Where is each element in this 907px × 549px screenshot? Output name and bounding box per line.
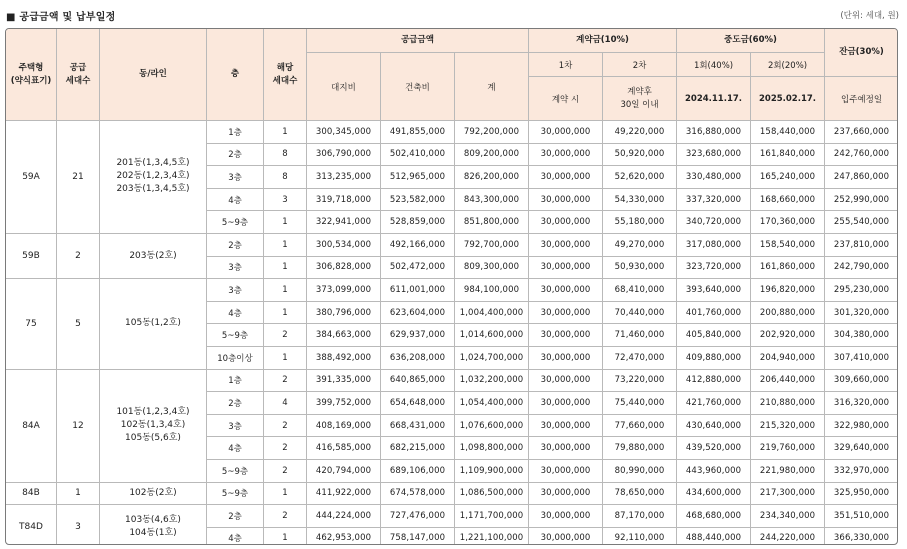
title-bar [6, 8, 901, 26]
balance-cell: 309,660,000 [825, 369, 898, 392]
building-cell: 528,859,000 [381, 211, 455, 234]
balance-cell: 252,990,000 [825, 188, 898, 211]
floor-cell: 2층 [207, 392, 264, 415]
building-cell: 523,582,000 [381, 188, 455, 211]
total-cell: 792,200,000 [455, 121, 529, 144]
interim-2-cell: 215,320,000 [751, 414, 825, 437]
dong-line-cell: 203동(2호) [100, 233, 207, 278]
land-cell: 306,828,000 [307, 256, 381, 279]
total-cell: 1,024,700,000 [455, 346, 529, 369]
land-cell: 391,335,000 [307, 369, 381, 392]
land-cell: 319,718,000 [307, 188, 381, 211]
interim-2-cell: 161,840,000 [751, 143, 825, 166]
header-contract-2: 2차 [603, 53, 677, 77]
contract-2-cell: 71,460,000 [603, 324, 677, 347]
contract-1-cell: 30,000,000 [529, 188, 603, 211]
supply-units-cell: 12 [57, 369, 100, 482]
total-cell: 809,300,000 [455, 256, 529, 279]
contract-2-cell: 73,220,000 [603, 369, 677, 392]
land-cell: 373,099,000 [307, 279, 381, 302]
unit-type-cell: 84A [6, 369, 57, 482]
interim-1-cell: 443,960,000 [677, 459, 751, 482]
balance-cell: 247,860,000 [825, 166, 898, 189]
units-cell: 1 [264, 233, 307, 256]
page-title: ■ 공급금액 및 납부일정 [6, 12, 116, 23]
building-cell: 502,410,000 [381, 143, 455, 166]
table-row [6, 279, 899, 302]
contract-1-cell: 30,000,000 [529, 211, 603, 234]
header-contract-2-when-line-2: 30일 이내 [620, 99, 659, 110]
balance-cell: 366,330,000 [825, 527, 898, 545]
contract-1-cell: 30,000,000 [529, 143, 603, 166]
contract-1-cell: 30,000,000 [529, 233, 603, 256]
building-cell: 758,147,000 [381, 527, 455, 545]
units-cell: 2 [264, 437, 307, 460]
units-cell: 2 [264, 369, 307, 392]
interim-1-cell: 434,600,000 [677, 482, 751, 505]
units-cell: 4 [264, 392, 307, 415]
contract-2-cell: 54,330,000 [603, 188, 677, 211]
units-cell: 2 [264, 505, 307, 528]
dong-line-cell: 201동(1,3,4,5호) 202동(1,2,3,4호) 203동(1,3,4,5호) [100, 121, 207, 234]
building-cell: 689,106,000 [381, 459, 455, 482]
building-cell: 502,472,000 [381, 256, 455, 279]
units-cell: 2 [264, 459, 307, 482]
units-cell: 1 [264, 211, 307, 234]
interim-2-cell: 165,240,000 [751, 166, 825, 189]
interim-1-cell: 337,320,000 [677, 188, 751, 211]
contract-2-cell: 55,180,000 [603, 211, 677, 234]
header-interim: 중도금(60%) [677, 29, 825, 53]
interim-2-cell: 234,340,000 [751, 505, 825, 528]
table-row [6, 482, 899, 505]
building-cell: 668,431,000 [381, 414, 455, 437]
header-supply-units-line-1: 공급 [69, 62, 87, 73]
balance-cell: 322,980,000 [825, 414, 898, 437]
land-cell: 408,169,000 [307, 414, 381, 437]
table-row [6, 505, 899, 528]
units-cell: 2 [264, 414, 307, 437]
header-balance: 잔금(30%) [825, 29, 898, 77]
land-cell: 300,345,000 [307, 121, 381, 144]
unit-type-cell: 84B [6, 482, 57, 505]
header-unit-type-line-2: (약식표기) [10, 75, 52, 86]
unit-type-cell: 59A [6, 121, 57, 234]
contract-2-cell: 80,990,000 [603, 459, 677, 482]
interim-1-cell: 409,880,000 [677, 346, 751, 369]
units-cell: 8 [264, 166, 307, 189]
land-cell: 313,235,000 [307, 166, 381, 189]
units-cell: 2 [264, 324, 307, 347]
balance-cell: 295,230,000 [825, 279, 898, 302]
floor-cell: 1층 [207, 121, 264, 144]
floor-cell: 3층 [207, 414, 264, 437]
table-body [6, 121, 899, 546]
unit-type-cell: T84D [6, 505, 57, 545]
contract-2-cell: 87,170,000 [603, 505, 677, 528]
floor-cell: 4층 [207, 527, 264, 545]
land-cell: 411,922,000 [307, 482, 381, 505]
total-cell: 1,032,200,000 [455, 369, 529, 392]
contract-2-cell: 68,410,000 [603, 279, 677, 302]
dong-line-cell: 101동(1,2,3,4호) 102동(1,3,4호) 105동(5,6호) [100, 369, 207, 482]
supply-units-cell: 1 [57, 482, 100, 505]
land-cell: 416,585,000 [307, 437, 381, 460]
contract-1-cell: 30,000,000 [529, 392, 603, 415]
header-units-applicable-line-1: 해당 [276, 62, 294, 73]
header-contract-2-when-line-1: 계약후 [627, 86, 652, 97]
balance-cell: 329,640,000 [825, 437, 898, 460]
land-cell: 300,534,000 [307, 233, 381, 256]
interim-2-cell: 168,660,000 [751, 188, 825, 211]
interim-2-cell: 206,440,000 [751, 369, 825, 392]
contract-1-cell: 30,000,000 [529, 256, 603, 279]
contract-1-cell: 30,000,000 [529, 482, 603, 505]
contract-1-cell: 30,000,000 [529, 369, 603, 392]
header-supply-price: 공급금액 [307, 29, 529, 53]
total-cell: 843,300,000 [455, 188, 529, 211]
unit-type-cell: 75 [6, 279, 57, 369]
units-cell: 1 [264, 482, 307, 505]
total-cell: 851,800,000 [455, 211, 529, 234]
total-cell: 826,200,000 [455, 166, 529, 189]
building-cell: 636,208,000 [381, 346, 455, 369]
contract-2-cell: 49,270,000 [603, 233, 677, 256]
contract-2-cell: 70,440,000 [603, 301, 677, 324]
total-cell: 1,221,100,000 [455, 527, 529, 545]
total-cell: 984,100,000 [455, 279, 529, 302]
total-cell: 1,054,400,000 [455, 392, 529, 415]
header-interim-1: 1회(40%) [677, 53, 751, 77]
land-cell: 322,941,000 [307, 211, 381, 234]
total-cell: 1,004,400,000 [455, 301, 529, 324]
interim-2-cell: 196,820,000 [751, 279, 825, 302]
building-cell: 727,476,000 [381, 505, 455, 528]
contract-1-cell: 30,000,000 [529, 301, 603, 324]
units-cell: 1 [264, 527, 307, 545]
building-cell: 640,865,000 [381, 369, 455, 392]
contract-2-cell: 72,470,000 [603, 346, 677, 369]
total-cell: 1,014,600,000 [455, 324, 529, 347]
balance-cell: 351,510,000 [825, 505, 898, 528]
balance-cell: 242,760,000 [825, 143, 898, 166]
building-cell: 674,578,000 [381, 482, 455, 505]
floor-cell: 2층 [207, 233, 264, 256]
contract-1-cell: 30,000,000 [529, 324, 603, 347]
contract-1-cell: 30,000,000 [529, 414, 603, 437]
floor-cell: 5~9층 [207, 324, 264, 347]
contract-1-cell: 30,000,000 [529, 346, 603, 369]
interim-1-cell: 340,720,000 [677, 211, 751, 234]
header-land: 대지비 [307, 53, 381, 121]
total-cell: 1,109,900,000 [455, 459, 529, 482]
supply-units-cell: 21 [57, 121, 100, 234]
balance-cell: 301,320,000 [825, 301, 898, 324]
units-cell: 8 [264, 143, 307, 166]
table-row [6, 121, 899, 144]
contract-2-cell: 50,930,000 [603, 256, 677, 279]
contract-1-cell: 30,000,000 [529, 437, 603, 460]
interim-1-cell: 430,640,000 [677, 414, 751, 437]
header-building: 건축비 [381, 53, 455, 121]
contract-2-cell: 77,660,000 [603, 414, 677, 437]
table-row [6, 233, 899, 256]
contract-2-cell: 92,110,000 [603, 527, 677, 545]
units-cell: 3 [264, 188, 307, 211]
interim-1-cell: 317,080,000 [677, 233, 751, 256]
floor-cell: 5~9층 [207, 211, 264, 234]
interim-2-cell: 204,940,000 [751, 346, 825, 369]
balance-cell: 255,540,000 [825, 211, 898, 234]
interim-2-cell: 217,300,000 [751, 482, 825, 505]
interim-2-cell: 244,220,000 [751, 527, 825, 545]
header-contract: 계약금(10%) [529, 29, 677, 53]
interim-2-cell: 210,880,000 [751, 392, 825, 415]
balance-cell: 237,660,000 [825, 121, 898, 144]
units-cell: 1 [264, 301, 307, 324]
interim-2-cell: 161,860,000 [751, 256, 825, 279]
total-cell: 1,086,500,000 [455, 482, 529, 505]
contract-2-cell: 49,220,000 [603, 121, 677, 144]
contract-2-cell: 50,920,000 [603, 143, 677, 166]
floor-cell: 5~9층 [207, 482, 264, 505]
floor-cell: 2층 [207, 143, 264, 166]
header-interim-2-date: 2025.02.17. [751, 77, 825, 121]
land-cell: 399,752,000 [307, 392, 381, 415]
total-cell: 809,200,000 [455, 143, 529, 166]
contract-1-cell: 30,000,000 [529, 279, 603, 302]
interim-2-cell: 221,980,000 [751, 459, 825, 482]
building-cell: 512,965,000 [381, 166, 455, 189]
floor-cell: 10층이상 [207, 346, 264, 369]
contract-2-cell: 78,650,000 [603, 482, 677, 505]
floor-cell: 1층 [207, 369, 264, 392]
supply-units-cell: 2 [57, 233, 100, 278]
header-dong-line: 동/라인 [100, 29, 207, 121]
floor-cell: 2층 [207, 505, 264, 528]
contract-1-cell: 30,000,000 [529, 505, 603, 528]
supply-price-table [5, 28, 898, 545]
balance-cell: 304,380,000 [825, 324, 898, 347]
balance-cell: 307,410,000 [825, 346, 898, 369]
header-units-applicable-line-2: 세대수 [272, 75, 298, 86]
building-cell: 491,855,000 [381, 121, 455, 144]
table-row [6, 369, 899, 392]
units-cell: 1 [264, 346, 307, 369]
total-cell: 792,700,000 [455, 233, 529, 256]
header-contract-1-when: 계약 시 [529, 77, 603, 121]
contract-2-cell: 75,440,000 [603, 392, 677, 415]
interim-1-cell: 421,760,000 [677, 392, 751, 415]
land-cell: 420,794,000 [307, 459, 381, 482]
supply-units-cell: 5 [57, 279, 100, 369]
building-cell: 611,001,000 [381, 279, 455, 302]
unit-note: (단위: 세대, 원) [840, 11, 899, 21]
interim-1-cell: 439,520,000 [677, 437, 751, 460]
interim-1-cell: 488,440,000 [677, 527, 751, 545]
header-unit-type [6, 29, 57, 121]
interim-1-cell: 330,480,000 [677, 166, 751, 189]
header-units-applicable [264, 29, 307, 121]
header-supply-units [57, 29, 100, 121]
floor-cell: 4층 [207, 301, 264, 324]
floor-cell: 3층 [207, 166, 264, 189]
land-cell: 462,953,000 [307, 527, 381, 545]
interim-1-cell: 323,720,000 [677, 256, 751, 279]
price-table-frame [5, 28, 898, 545]
floor-cell: 5~9층 [207, 459, 264, 482]
header-interim-1-date: 2024.11.17. [677, 77, 751, 121]
contract-2-cell: 79,880,000 [603, 437, 677, 460]
balance-cell: 242,790,000 [825, 256, 898, 279]
contract-1-cell: 30,000,000 [529, 121, 603, 144]
building-cell: 629,937,000 [381, 324, 455, 347]
balance-cell: 332,970,000 [825, 459, 898, 482]
total-cell: 1,076,600,000 [455, 414, 529, 437]
contract-1-cell: 30,000,000 [529, 166, 603, 189]
dong-line-cell: 102동(2호) [100, 482, 207, 505]
interim-1-cell: 468,680,000 [677, 505, 751, 528]
land-cell: 380,796,000 [307, 301, 381, 324]
contract-1-cell: 30,000,000 [529, 459, 603, 482]
contract-1-cell: 30,000,000 [529, 527, 603, 545]
header-supply-units-line-2: 세대수 [65, 75, 91, 86]
header-balance-when: 입주예정일 [825, 77, 898, 121]
building-cell: 623,604,000 [381, 301, 455, 324]
interim-1-cell: 401,760,000 [677, 301, 751, 324]
balance-cell: 237,810,000 [825, 233, 898, 256]
interim-1-cell: 393,640,000 [677, 279, 751, 302]
building-cell: 654,648,000 [381, 392, 455, 415]
interim-1-cell: 323,680,000 [677, 143, 751, 166]
balance-cell: 316,320,000 [825, 392, 898, 415]
interim-2-cell: 200,880,000 [751, 301, 825, 324]
units-cell: 1 [264, 121, 307, 144]
contract-2-cell: 52,620,000 [603, 166, 677, 189]
interim-1-cell: 405,840,000 [677, 324, 751, 347]
header-unit-type-line-1: 주택형 [18, 62, 44, 73]
unit-type-cell: 59B [6, 233, 57, 278]
interim-1-cell: 316,880,000 [677, 121, 751, 144]
header-contract-2-when [603, 77, 677, 121]
total-cell: 1,171,700,000 [455, 505, 529, 528]
land-cell: 384,663,000 [307, 324, 381, 347]
land-cell: 306,790,000 [307, 143, 381, 166]
total-cell: 1,098,800,000 [455, 437, 529, 460]
interim-1-cell: 412,880,000 [677, 369, 751, 392]
floor-cell: 3층 [207, 279, 264, 302]
building-cell: 492,166,000 [381, 233, 455, 256]
interim-2-cell: 219,760,000 [751, 437, 825, 460]
header-floor: 층 [207, 29, 264, 121]
supply-units-cell: 3 [57, 505, 100, 545]
header-interim-2: 2회(20%) [751, 53, 825, 77]
header-total: 계 [455, 53, 529, 121]
units-cell: 1 [264, 256, 307, 279]
land-cell: 444,224,000 [307, 505, 381, 528]
floor-cell: 4층 [207, 437, 264, 460]
dong-line-cell: 103동(4,6호) 104동(1호) [100, 505, 207, 545]
interim-2-cell: 170,360,000 [751, 211, 825, 234]
building-cell: 682,215,000 [381, 437, 455, 460]
header-contract-1: 1차 [529, 53, 603, 77]
balance-cell: 325,950,000 [825, 482, 898, 505]
interim-2-cell: 158,540,000 [751, 233, 825, 256]
units-cell: 1 [264, 279, 307, 302]
interim-2-cell: 158,440,000 [751, 121, 825, 144]
interim-2-cell: 202,920,000 [751, 324, 825, 347]
floor-cell: 3층 [207, 256, 264, 279]
floor-cell: 4층 [207, 188, 264, 211]
dong-line-cell: 105동(1,2호) [100, 279, 207, 369]
land-cell: 388,492,000 [307, 346, 381, 369]
